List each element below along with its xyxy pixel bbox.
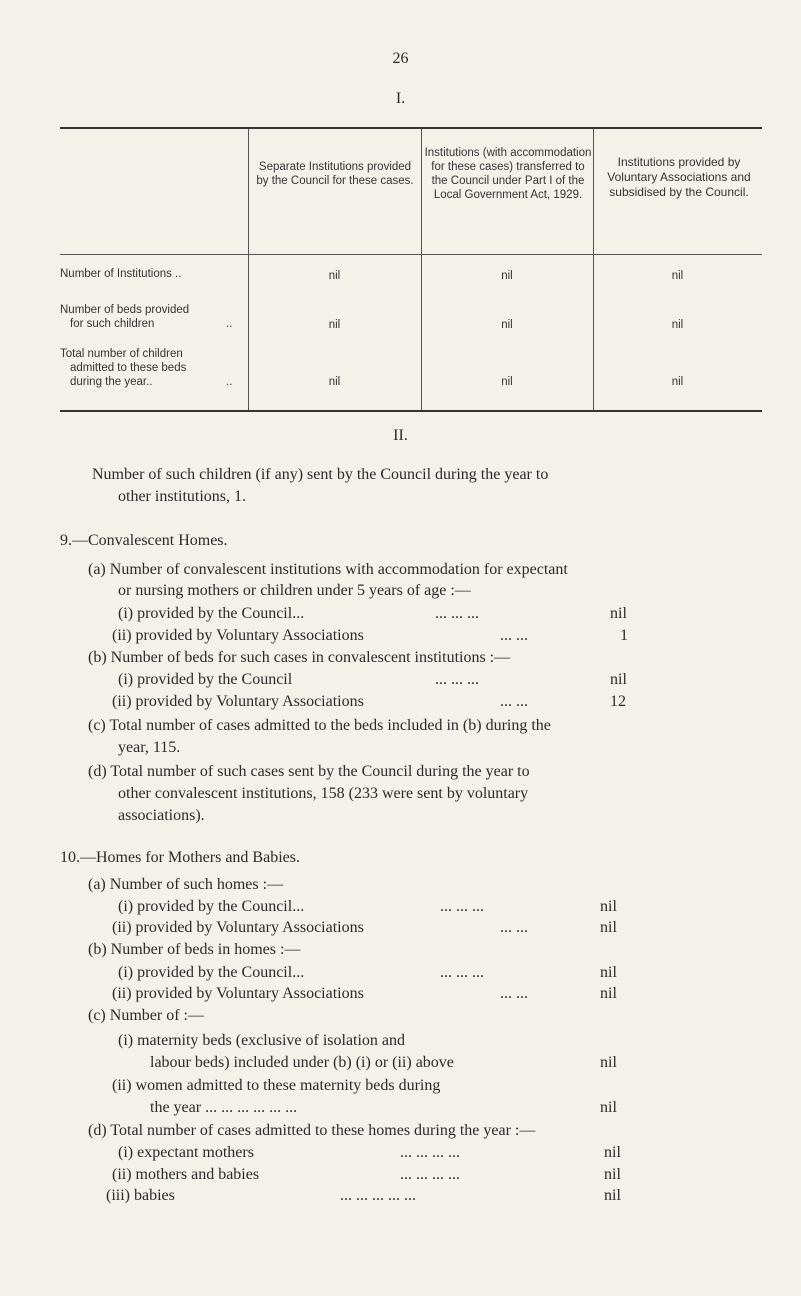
- s10-a-i-label: (i) provided by the Council...: [118, 898, 305, 915]
- leader-dots: ... ... ... ...: [400, 1144, 460, 1161]
- s10-b-ii-value: nil: [600, 985, 617, 1002]
- row-label-total-children-admitted: Total number of children admitted to these beds during the year.. ..: [60, 348, 233, 388]
- leader-dots: ... ...: [500, 985, 528, 1002]
- section-2-text: Number of such children (if any) sent by the Council during the year to: [92, 466, 549, 483]
- page-number: 26: [392, 50, 409, 67]
- s9-b-ii-label: (ii) provided by Voluntary Associations: [112, 693, 364, 710]
- leader-dots: ... ...: [500, 627, 528, 644]
- column-header-transferred-institutions: Institutions (with accommodation for these cases) transferred to the Council under Part I of the Local Government Act, 1929.: [424, 147, 592, 201]
- s9-b-text: (b) Number of beds for such cases in convalescent institutions :—: [88, 649, 511, 666]
- table-cell: nil: [328, 376, 341, 388]
- s9-a-i-value: nil: [610, 605, 627, 622]
- s10-b-i-value: nil: [600, 964, 617, 981]
- table-top-rule: [60, 127, 762, 129]
- s10-d-i-value: nil: [604, 1144, 621, 1161]
- leader-dots: ... ... ...: [440, 898, 484, 915]
- s9-b-i-value: nil: [610, 671, 627, 688]
- s10-c-text: (c) Number of :—: [88, 1007, 204, 1024]
- s9-c-text: year, 115.: [118, 739, 181, 756]
- s9-a-text: (a) Number of convalescent institutions with accommodation for expectant: [88, 561, 568, 578]
- table-cell: nil: [671, 270, 684, 282]
- row-label-number-of-institutions: Number of Institutions ..: [60, 268, 182, 280]
- row-label-number-of-beds: Number of beds provided for such children ..: [60, 304, 233, 330]
- s10-d-i-label: (i) expectant mothers: [118, 1144, 254, 1161]
- s9-d-text: (d) Total number of such cases sent by the Council during the year to: [88, 763, 530, 780]
- table-cell: nil: [671, 376, 684, 388]
- s10-d-ii-label: (ii) mothers and babies: [112, 1166, 260, 1183]
- s10-a-ii-value: nil: [600, 919, 617, 936]
- s9-a-text: or nursing mothers or children under 5 years of age :—: [118, 582, 471, 599]
- column-header-separate-institutions: Separate Institutions provided by the Council for these cases.: [256, 161, 414, 187]
- s10-b-text: (b) Number of beds in homes :—: [88, 941, 301, 958]
- s9-a-i-label: (i) provided by the Council...: [118, 605, 305, 622]
- table-cell: nil: [328, 270, 341, 282]
- leader-dots: ... ...: [500, 919, 528, 936]
- s10-a-text: (a) Number of such homes :—: [88, 876, 284, 893]
- s10-c-ii-text: the year ... ... ... ... ... ...: [150, 1099, 298, 1116]
- s9-d-text: associations).: [118, 807, 205, 824]
- s10-d-ii-value: nil: [604, 1166, 621, 1183]
- leader-dots: ... ...: [500, 693, 528, 710]
- s10-d-iii-label: (iii) babies: [106, 1187, 175, 1204]
- table-cell: nil: [501, 376, 513, 388]
- table-cell: nil: [501, 270, 513, 282]
- section-2-text: other institutions, 1.: [118, 488, 246, 505]
- s10-b-i-label: (i) provided by the Council...: [118, 964, 305, 981]
- leader-dots: ... ... ...: [435, 671, 479, 688]
- section-9-heading: 9.—Convalescent Homes.: [60, 532, 228, 549]
- leader-dots: ... ... ...: [435, 605, 479, 622]
- s10-d-iii-value: nil: [604, 1187, 621, 1204]
- s9-a-ii-label: (ii) provided by Voluntary Associations: [112, 627, 364, 644]
- s10-b-ii-label: (ii) provided by Voluntary Associations: [112, 985, 364, 1002]
- s10-c-ii-value: nil: [600, 1099, 617, 1116]
- s10-c-i-text: labour beds) included under (b) (i) or (ii) above: [150, 1054, 454, 1071]
- s10-a-ii-label: (ii) provided by Voluntary Associations: [112, 919, 364, 936]
- table-cell: nil: [328, 319, 341, 331]
- s10-d-text: (d) Total number of cases admitted to these homes during the year :—: [88, 1122, 536, 1139]
- s9-a-ii-value: 1: [620, 627, 628, 644]
- section-1-title: I.: [395, 90, 406, 107]
- leader-dots: ... ... ... ... ...: [340, 1187, 416, 1204]
- s10-c-i-value: nil: [600, 1054, 617, 1071]
- table-bottom-rule: [60, 410, 762, 412]
- s9-c-text: (c) Total number of cases admitted to the beds included in (b) during the: [88, 717, 551, 734]
- table-cell: nil: [671, 319, 684, 331]
- table-header-rule: [60, 254, 762, 255]
- s9-d-text: other convalescent institutions, 158 (233 were sent by voluntary: [118, 785, 529, 802]
- s10-a-i-value: nil: [600, 898, 617, 915]
- s10-c-ii-text: (ii) women admitted to these maternity beds during: [112, 1077, 441, 1094]
- leader-dots: ... ... ... ...: [400, 1166, 460, 1183]
- s10-c-i-text: (i) maternity beds (exclusive of isolation and: [118, 1032, 406, 1049]
- leader-dots: ... ... ...: [440, 964, 484, 981]
- section-2-title: II.: [393, 427, 408, 444]
- s9-b-i-label: (i) provided by the Council: [118, 671, 293, 688]
- table-cell: nil: [501, 319, 513, 331]
- s9-b-ii-value: 12: [610, 693, 626, 710]
- column-header-voluntary-institutions: Institutions provided by Voluntary Associations and subsidised by the Council.: [607, 155, 751, 199]
- section-10-heading: 10.—Homes for Mothers and Babies.: [60, 849, 300, 866]
